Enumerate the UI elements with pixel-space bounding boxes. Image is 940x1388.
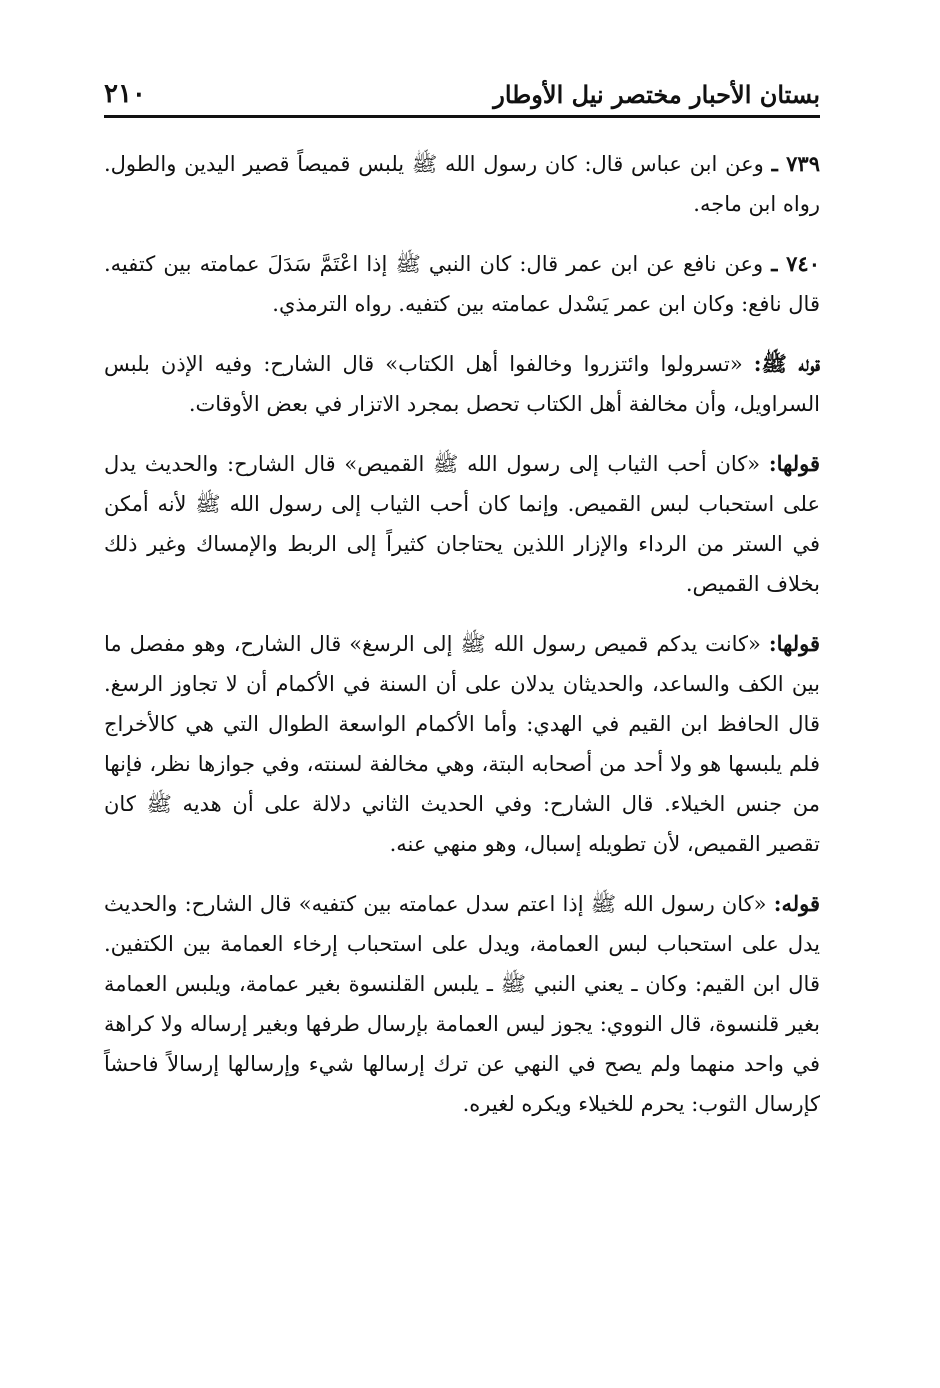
paragraph-text: «كانت يدكم قميص رسول الله ﷺ إلى الرسغ» قال الشارح، وهو مفصل ما بين الكف والساعد، والحديثان يدلان على أن السنة في الأكمام أن لا تجاوز الرسغ. قال الحافظ ابن القيم في الهدي: وأما الأكمام الواسعة الطوال التي هي كالأخراج فلم يلبسها هو ولا أحد من أصحابه البتة، وهي مخالفة لسنته، وفي جوازها نظر، فإنها من جنس الخيلاء. قال الشارح: وفي الحديث الثاني دلالة على أن هديه ﷺ كان تقصير القميص، لأن تطويله إسبال، وهو منهي عنه. xyxy=(104,632,820,856)
book-page xyxy=(104,70,820,1330)
paragraph-lead: قولها: xyxy=(768,451,820,476)
paragraph-hadith-740 xyxy=(104,244,820,324)
paragraph-commentary-turban xyxy=(104,884,820,1124)
page-content xyxy=(104,118,820,1124)
running-title: بستان الأحبار مختصر نيل الأوطار xyxy=(493,80,820,109)
paragraph-lead: ٧٣٩ ـ xyxy=(771,151,820,176)
paragraph-commentary-trousers xyxy=(104,344,820,424)
paragraph-commentary-qamis xyxy=(104,444,820,604)
paragraph-text: «تسرولوا وائتزروا وخالفوا أهل الكتاب» قال الشارح: وفيه الإذن بلبس السراويل، وأن مخالفة أهل الكتاب تحصل بمجرد الاتزار في بعض الأوقات. xyxy=(104,352,820,416)
paragraph-commentary-sleeves xyxy=(104,624,820,864)
page-number: ٢١٠ xyxy=(104,79,146,109)
paragraph-text: وعن نافع عن ابن عمر قال: كان النبي ﷺ إذا اعْتَمَّ سَدَلَ عمامته بين كتفيه. قال نافع: وكان ابن عمر يَسْدل عمامته بين كتفيه. رواه الترمذي. xyxy=(104,252,820,316)
paragraph-lead: قوله: xyxy=(773,891,820,916)
paragraph-lead: قولها: xyxy=(768,631,820,656)
paragraph-text: «كان أحب الثياب إلى رسول الله ﷺ القميص» قال الشارح: والحديث يدل على استحباب لبس القميص. وإنما كان أحب الثياب إلى رسول الله ﷺ لأنه أمكن في الستر من الرداء والإزار اللذين يحتاجان كثيراً إلى الربط والإمساك وغير ذلك بخلاف القميص. xyxy=(104,452,820,596)
paragraph-lead: قوله ﷺ: xyxy=(753,351,820,376)
paragraph-text: وعن ابن عباس قال: كان رسول الله ﷺ يلبس قميصاً قصير اليدين والطول. رواه ابن ماجه. xyxy=(104,152,820,216)
paragraph-hadith-739 xyxy=(104,144,820,224)
paragraph-text: «كان رسول الله ﷺ إذا اعتم سدل عمامته بين كتفيه» قال الشارح: والحديث يدل على استحباب لبس العمامة، ويدل على استحباب إرخاء العمامة بين الكتفين. قال ابن القيم: وكان ـ يعني النبي ﷺ ـ يلبس القلنسوة بغير عمامة، ويلبس العمامة بغير قلنسوة، قال النووي: يجوز ليس العمامة بإرسال طرفها وبغير إرساله ولا كراهة في واحد منهما ولم يصح في النهي عن ترك إرسالها شيء وإرسالها إرسالاً فاحشاً كإرسال الثوب: يحرم للخيلاء ويكره لغيره. xyxy=(104,892,820,1116)
page-header xyxy=(104,70,820,118)
paragraph-lead: ٧٤٠ ـ xyxy=(771,251,820,276)
